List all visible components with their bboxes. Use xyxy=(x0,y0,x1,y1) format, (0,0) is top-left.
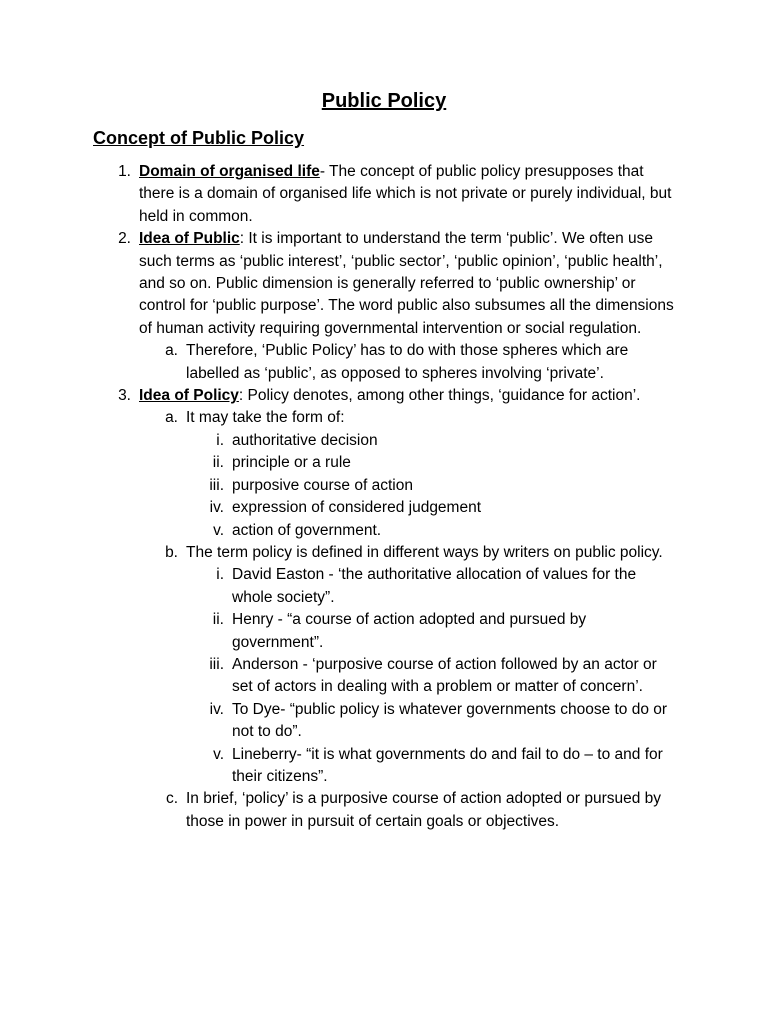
list-item xyxy=(0,228,678,340)
document-body xyxy=(0,161,768,833)
list-item xyxy=(0,788,678,833)
list-marker: v. xyxy=(213,521,224,539)
list-item xyxy=(0,407,678,429)
item-term: Idea of Public xyxy=(139,230,240,248)
list-marker: b. xyxy=(165,543,178,561)
list-marker: iii. xyxy=(209,476,224,494)
list-marker: ii. xyxy=(212,454,224,472)
item-text: : It is important to understand the term ‘public’. We often use such terms as ‘public interest’, ‘public sector’, ‘public opinion’, ‘public health’, and so on. Public dimension is generally referred to ‘public ownership’ or control for ‘public purpose’. The word public also subsumes all the dimensions of human activity requiring governmental intervention or social regulation. xyxy=(139,230,674,337)
list-item-text xyxy=(139,228,678,340)
item-text: Therefore, ‘Public Policy’ has to do with those spheres which are labelled as ‘public’, as opposed to spheres involving ‘private’. xyxy=(186,342,629,382)
item-text: Lineberry- “it is what governments do and fail to do – to and for their citizens”. xyxy=(232,745,663,785)
list-marker: iii. xyxy=(209,655,224,673)
list-marker: iv. xyxy=(209,700,224,718)
list-marker: v. xyxy=(213,745,224,763)
list-item xyxy=(0,452,678,474)
list-marker: 2. xyxy=(118,230,131,248)
list-marker: c. xyxy=(165,790,178,808)
list-item xyxy=(0,744,678,789)
list-marker: 1. xyxy=(118,163,131,180)
list-marker: a. xyxy=(165,409,178,427)
list-marker: a. xyxy=(165,342,178,360)
list-marker: i. xyxy=(216,431,224,449)
list-item xyxy=(0,385,678,407)
list-item xyxy=(0,161,678,228)
item-text: Anderson - ‘purposive course of action followed by an actor or set of actors in dealing with a problem or matter of concern’. xyxy=(232,655,657,696)
item-text: To Dye- “public policy is whatever governments choose to do or not to do”. xyxy=(232,700,668,741)
list-item xyxy=(0,497,678,519)
item-text: expression of considered judgement xyxy=(232,499,482,517)
document-title: Public Policy xyxy=(321,90,447,112)
list-item-text xyxy=(139,385,678,407)
item-text: David Easton - ‘the authoritative allocation of values for the whole society”. xyxy=(232,566,637,606)
item-text: purposive course of action xyxy=(232,476,413,494)
list-marker: 3. xyxy=(118,387,131,405)
item-text: In brief, ‘policy’ is a purposive course of action adopted or pursued by those in power in pursuit of certain goals or objectives. xyxy=(186,790,662,830)
item-text: principle or a rule xyxy=(232,454,351,472)
item-text: The term policy is defined in different ways by writers on public policy. xyxy=(186,543,663,561)
list-item xyxy=(0,654,678,699)
item-text: It may take the form of: xyxy=(186,409,345,427)
item-text: : Policy denotes, among other things, ‘guidance for action’. xyxy=(238,387,641,405)
list-marker: i. xyxy=(216,566,224,584)
list-item xyxy=(0,699,678,744)
list-item xyxy=(0,564,678,609)
item-text: authoritative decision xyxy=(232,431,378,449)
list-item xyxy=(0,475,678,497)
list-item-text xyxy=(139,161,678,228)
list-item xyxy=(0,542,678,564)
item-term: Idea of Policy xyxy=(139,387,239,405)
list-item xyxy=(0,609,678,654)
item-text: action of government. xyxy=(232,521,382,539)
item-text: - The concept of public policy presupposes that there is a domain of organised life which is not private or purely individual, but held in common. xyxy=(139,163,672,225)
section-heading: Concept of Public Policy xyxy=(93,128,305,148)
list-marker: ii. xyxy=(212,611,224,629)
list-item xyxy=(0,340,678,385)
list-marker: iv. xyxy=(209,499,224,517)
list-item xyxy=(0,430,678,452)
item-term: Domain of organised life xyxy=(139,163,320,180)
item-text: Henry - “a course of action adopted and pursued by government”. xyxy=(232,611,587,651)
list-item xyxy=(0,520,678,542)
